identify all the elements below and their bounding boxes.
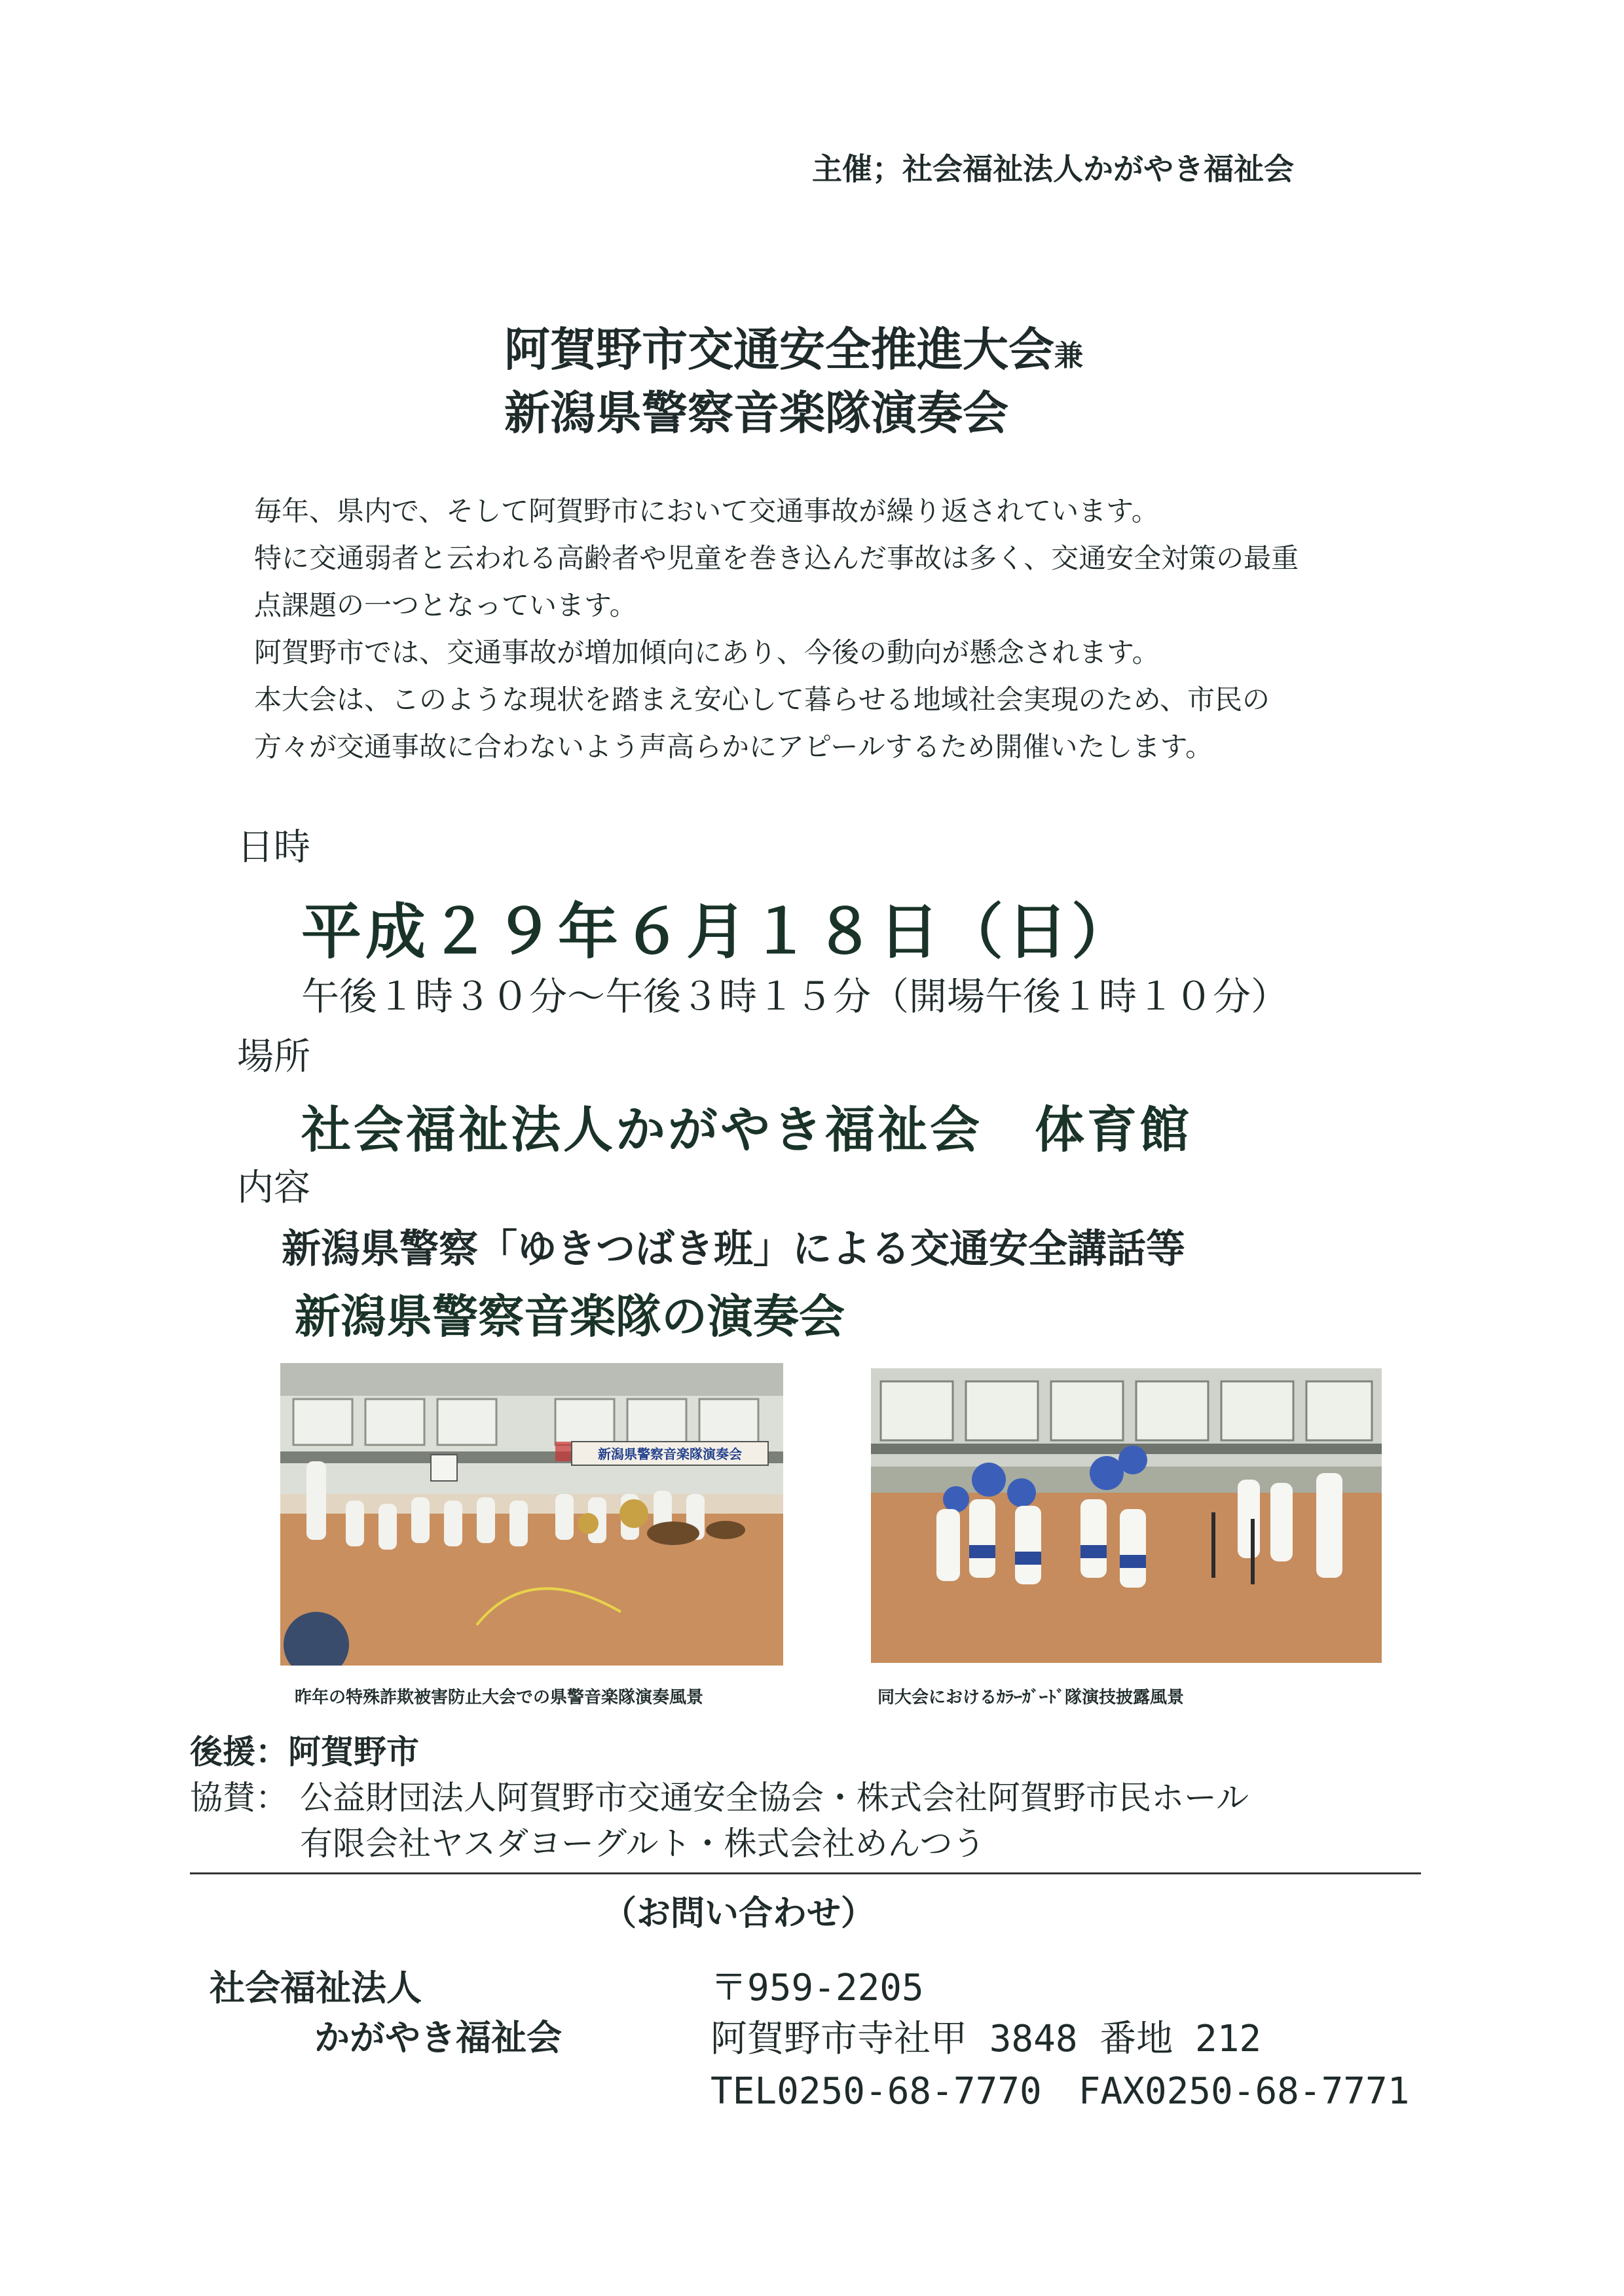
content-item-2: 新潟県警察音楽隊の演奏会 xyxy=(295,1290,845,1343)
sponsor-line-2: 有限会社ヤスダヨーグルト・株式会社めんつう xyxy=(300,1825,986,1863)
title-suffix: 兼 xyxy=(1054,339,1083,373)
band-performance-photo xyxy=(280,1363,783,1666)
title-line-2: 新潟県警察音楽隊演奏会 xyxy=(504,386,1008,440)
contact-address: 阿賀野市寺社甲 3848 番地 212 xyxy=(710,2018,1262,2060)
color-guard-photo-illustration xyxy=(871,1368,1382,1663)
event-time: 午後１時３０分～午後３時１５分（開場午後１時１０分） xyxy=(301,974,1289,1019)
sponsor-label: 協賛： xyxy=(190,1779,288,1817)
intro-line: 点課題の一つとなっています。 xyxy=(254,589,637,621)
contact-org-line-2: かがやき福祉会 xyxy=(314,2017,562,2058)
title-line-1 xyxy=(504,313,1083,379)
content-item-1: 新潟県警察「ゆきつばき班」による交通安全講話等 xyxy=(282,1226,1185,1272)
photo1-caption: 昨年の特殊詐欺被害防止大会での県警音楽隊演奏風景 xyxy=(295,1688,704,1707)
intro-line: 阿賀野市では、交通事故が増加傾向にあり、今後の動向が懸念されます。 xyxy=(254,636,1160,668)
inquiry-heading: （お問い合わせ） xyxy=(602,1894,876,1933)
intro-line: 方々が交通事故に合わないよう声高らかにアピールするため開催いたします。 xyxy=(254,731,1213,763)
color-guard-photo xyxy=(871,1368,1382,1663)
sponsor-line-1: 公益財団法人阿賀野市交通安全協会・株式会社阿賀野市民ホール xyxy=(300,1779,1249,1817)
divider xyxy=(190,1872,1421,1874)
title-main: 阿賀野市交通安全推進大会 xyxy=(504,323,1054,376)
contact-tel-fax: TEL0250-68-7770 FAX0250-68-7771 xyxy=(710,2070,1410,2113)
intro-paragraph xyxy=(254,488,1299,771)
intro-line: 毎年、県内で、そして阿賀野市において交通事故が繰り返されています。 xyxy=(254,495,1159,527)
intro-line: 本大会は、このような現状を踏まえ安心して暮らせる地域社会実現のため、市民の xyxy=(254,683,1270,716)
organizer-line: 主催；社会福祉法人かがやき福祉会 xyxy=(812,151,1294,187)
event-date: 平成２９年６月１８日（日） xyxy=(301,897,1136,967)
contact-zip: 〒959-2205 xyxy=(710,1967,924,2009)
date-label: 日時 xyxy=(237,826,310,869)
photo2-caption: 同大会におけるｶﾗｰｶﾞｰﾄﾞ隊演技披露風景 xyxy=(877,1688,1185,1707)
contact-org-line-1: 社会福祉法人 xyxy=(210,1967,422,2009)
photo1-banner-text: 新潟県警察音楽隊演奏会 xyxy=(598,1448,742,1462)
band-photo-illustration xyxy=(280,1363,783,1666)
content-label: 内容 xyxy=(237,1167,310,1209)
intro-line: 特に交通弱者と云われる高齢者や児童を巻き込んだ事故は多く、交通安全対策の最重 xyxy=(254,542,1299,574)
event-place: 社会福祉法人かがやき福祉会 体育館 xyxy=(301,1101,1192,1159)
place-label: 場所 xyxy=(237,1036,310,1078)
support-line: 後援：阿賀野市 xyxy=(190,1733,419,1771)
